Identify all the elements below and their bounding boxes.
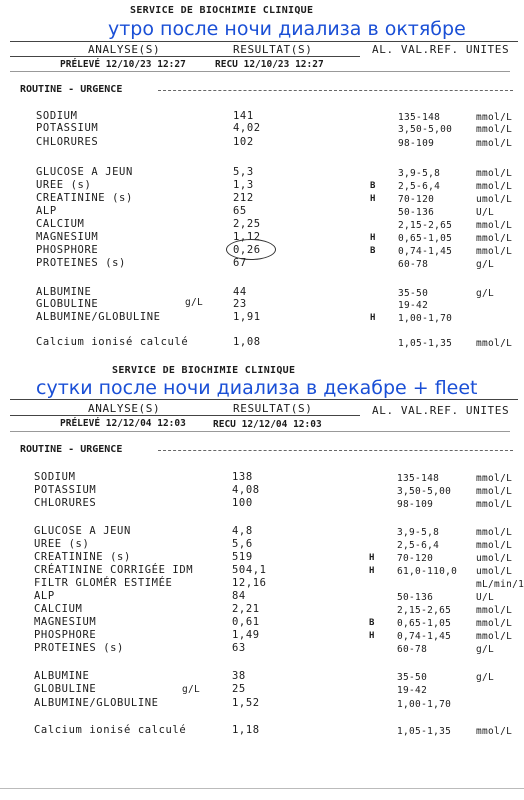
row-ref-range: 19-42 [398, 300, 429, 311]
row-ref-range: 3,9-5,8 [397, 527, 440, 538]
row-unit: mmol/L [476, 473, 513, 484]
row-label: CRÉATININE CORRIGÉE IDM [34, 564, 194, 576]
row-label: CALCIUM [36, 218, 85, 230]
row-unit: mmol/L [476, 338, 513, 349]
row-value: 84 [232, 590, 246, 602]
row-value: 0,26 [233, 244, 261, 256]
row-value: 38 [232, 670, 246, 682]
row-unit: umol/L [476, 553, 513, 564]
row-flag: H [370, 194, 376, 204]
header-resultat: RESULTAT(S) [233, 402, 313, 415]
row-unit: mmol/L [476, 726, 513, 737]
row-value: 44 [233, 286, 247, 298]
row-label: SODIUM [36, 110, 78, 122]
row-ref-range: 2,15-2,65 [398, 220, 453, 231]
row-ref-range: 3,50-5,00 [397, 486, 452, 497]
row-label: PHOSPHORE [36, 244, 99, 256]
row-ref-range: 135-148 [398, 112, 441, 123]
row-unit: mmol/L [476, 486, 513, 497]
header-ref-units: AL. VAL.REF. UNITES [372, 43, 510, 56]
row-ref-range: 35-50 [397, 672, 428, 683]
header-analyse: ANALYSE(S) [88, 402, 161, 415]
row-value: 2,21 [232, 603, 260, 615]
row-unit: mL/min/1 [476, 579, 524, 590]
row-label: MAGNESIUM [36, 231, 99, 243]
row-label: GLUCOSE A JEUN [36, 166, 133, 178]
row-value: 25 [232, 683, 246, 695]
row-value: 1,49 [232, 629, 260, 641]
row-label: ALBUMINE [34, 670, 90, 682]
row-value: 4,08 [232, 484, 260, 496]
row-unit: mmol/L [476, 220, 513, 231]
row-unit: g/L [476, 288, 495, 299]
row-label: ALBUMINE/GLOBULINE [34, 697, 159, 709]
row-unit: mmol/L [476, 138, 513, 149]
row-value: 0,61 [232, 616, 260, 628]
row-value: 504,1 [232, 564, 267, 576]
row-unit: mmol/L [476, 618, 513, 629]
routine-heading: ROUTINE - URGENCE [20, 444, 123, 455]
row-unit: U/L [476, 207, 495, 218]
row-unit: g/L [476, 259, 495, 270]
row-unit: mmol/L [476, 168, 513, 179]
row-label: UREE (s) [36, 179, 92, 191]
row-label: CALCIUM [34, 603, 83, 615]
row-label: GLUCOSE A JEUN [34, 525, 131, 537]
row-unit: mmol/L [476, 605, 513, 616]
row-value: 1,12 [233, 231, 261, 243]
row-ref-range: 60-78 [397, 644, 428, 655]
row-value: 23 [233, 298, 247, 310]
row-unit: mmol/L [476, 499, 513, 510]
row-value: 12,16 [232, 577, 267, 589]
row-unit: mmol/L [476, 181, 513, 192]
row-ref-range: 61,0-110,0 [397, 566, 458, 577]
row-ref-range: 3,50-5,00 [398, 124, 453, 135]
row-ref-range: 50-136 [397, 592, 434, 603]
row-ref-range: 2,15-2,65 [397, 605, 452, 616]
row-value: 519 [232, 551, 253, 563]
row-label: ALP [34, 590, 55, 602]
row-ref-range: 70-120 [398, 194, 435, 205]
globuline-unit: g/L [185, 297, 204, 308]
header-analyse: ANALYSE(S) [88, 43, 161, 56]
row-ref-range: 0,65-1,05 [397, 618, 452, 629]
row-flag: H [369, 566, 375, 576]
row-unit: umol/L [476, 194, 513, 205]
row-label: POTASSIUM [34, 484, 97, 496]
row-value: 5,3 [233, 166, 254, 178]
row-unit: U/L [476, 592, 495, 603]
row-ref-range: 1,00-1,70 [398, 313, 453, 324]
row-flag: B [369, 618, 375, 628]
row-value: 1,3 [233, 179, 254, 191]
row-unit: mmol/L [476, 246, 513, 257]
row-label: CHLORURES [34, 497, 97, 509]
row-value: 5,6 [232, 538, 253, 550]
row-ref-range: 19-42 [397, 685, 428, 696]
caption-october: утро после ночи диализа в октябре [108, 18, 466, 40]
row-unit: umol/L [476, 566, 513, 577]
row-value: 212 [233, 192, 254, 204]
row-label: POTASSIUM [36, 122, 99, 134]
header-resultat: RESULTAT(S) [233, 43, 313, 56]
row-value: 1,52 [232, 697, 260, 709]
row-unit: mmol/L [476, 233, 513, 244]
row-ref-range: 35-50 [398, 288, 429, 299]
row-label: CREATININE (s) [34, 551, 131, 563]
row-value: 102 [233, 136, 254, 148]
row-value: 141 [233, 110, 254, 122]
row-value: 4,8 [232, 525, 253, 537]
recu-date: RECU 12/12/04 12:03 [213, 419, 322, 430]
row-label: FILTR GLOMÉR ESTIMÉE [34, 577, 173, 589]
row-ref-range: 98-109 [397, 499, 434, 510]
row-unit: mmol/L [476, 124, 513, 135]
globuline-unit: g/L [182, 684, 201, 695]
row-flag: H [369, 553, 375, 563]
row-flag: H [369, 631, 375, 641]
routine-heading: ROUTINE - URGENCE [20, 84, 123, 95]
row-label: ALBUMINE [36, 286, 92, 298]
handwritten-circle [226, 239, 276, 260]
row-unit: mmol/L [476, 540, 513, 551]
row-ref-range: 1,05-1,35 [397, 726, 452, 737]
recu-date: RECU 12/10/23 12:27 [215, 59, 324, 70]
row-label: GLOBULINE [36, 298, 99, 310]
row-label: PROTEINES (s) [34, 642, 124, 654]
row-label: ALP [36, 205, 57, 217]
row-ref-range: 2,5-6,4 [398, 181, 441, 192]
row-label: CHLORURES [36, 136, 99, 148]
row-unit: mmol/L [476, 527, 513, 538]
row-label: PHOSPHORE [34, 629, 97, 641]
row-label: Calcium ionisé calculé [36, 336, 189, 348]
row-unit: g/L [476, 672, 495, 683]
row-flag: H [370, 233, 376, 243]
service-title: SERVICE DE BIOCHIMIE CLINIQUE [130, 5, 314, 16]
row-ref-range: 0,74-1,45 [398, 246, 453, 257]
caption-december: сутки после ночи диализа в декабре + fleet [36, 377, 478, 399]
row-value: 65 [233, 205, 247, 217]
row-value: 2,25 [233, 218, 261, 230]
row-label: ALBUMINE/GLOBULINE [36, 311, 161, 323]
service-title: SERVICE DE BIOCHIMIE CLINIQUE [112, 365, 296, 376]
header-ref-units: AL. VAL.REF. UNITES [372, 404, 510, 417]
row-label: PROTEINES (s) [36, 257, 126, 269]
row-flag: B [370, 246, 376, 256]
row-value: 63 [232, 642, 246, 654]
row-label: Calcium ionisé calculé [34, 724, 187, 736]
row-unit: mmol/L [476, 112, 513, 123]
row-value: 138 [232, 471, 253, 483]
row-value: 100 [232, 497, 253, 509]
row-value: 1,08 [233, 336, 261, 348]
row-label: SODIUM [34, 471, 76, 483]
preleve-date: PRÉLEVÉ 12/10/23 12:27 [60, 59, 186, 70]
row-label: GLOBULINE [34, 683, 97, 695]
row-ref-range: 135-148 [397, 473, 440, 484]
row-ref-range: 1,05-1,35 [398, 338, 453, 349]
row-label: CREATININE (s) [36, 192, 133, 204]
row-ref-range: 0,65-1,05 [398, 233, 453, 244]
row-ref-range: 50-136 [398, 207, 435, 218]
row-value: 67 [233, 257, 247, 269]
row-ref-range: 98-109 [398, 138, 435, 149]
row-label: MAGNESIUM [34, 616, 97, 628]
row-ref-range: 1,00-1,70 [397, 699, 452, 710]
row-ref-range: 60-78 [398, 259, 429, 270]
row-ref-range: 70-120 [397, 553, 434, 564]
row-value: 1,91 [233, 311, 261, 323]
row-label: UREE (s) [34, 538, 90, 550]
row-unit: g/L [476, 644, 495, 655]
row-flag: H [370, 313, 376, 323]
row-flag: B [370, 181, 376, 191]
row-ref-range: 0,74-1,45 [397, 631, 452, 642]
row-unit: mmol/L [476, 631, 513, 642]
row-ref-range: 3,9-5,8 [398, 168, 441, 179]
row-value: 4,02 [233, 122, 261, 134]
row-ref-range: 2,5-6,4 [397, 540, 440, 551]
preleve-date: PRÉLEVÉ 12/12/04 12:03 [60, 418, 186, 429]
row-value: 1,18 [232, 724, 260, 736]
